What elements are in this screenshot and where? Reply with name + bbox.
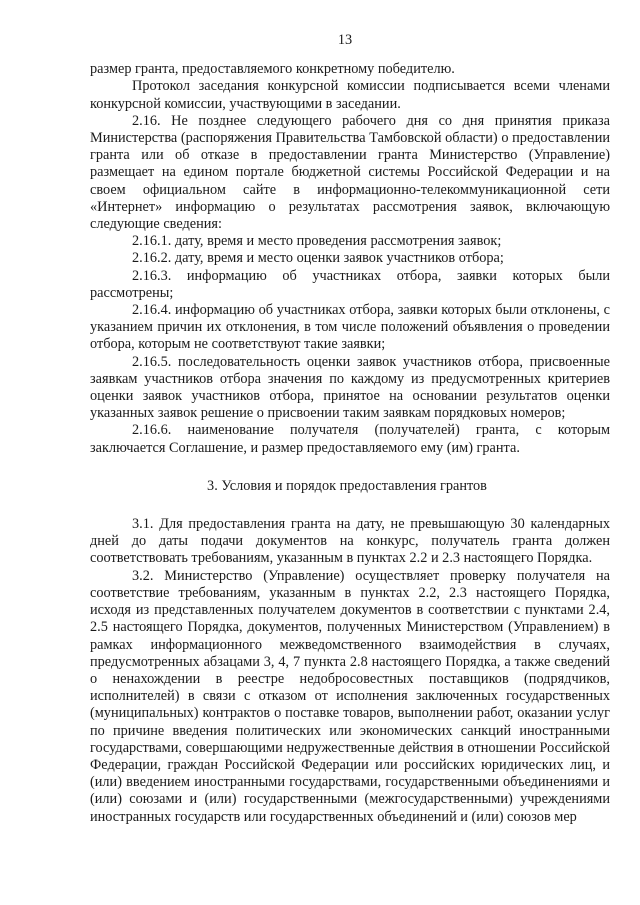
paragraph-2-16-1: 2.16.1. дату, время и место проведения рассмотрения заявок; — [132, 233, 502, 250]
paragraph-2-16-2: 2.16.2. дату, время и место оценки заявок участников отбора; — [132, 250, 504, 267]
paragraph-2-16-3: 2.16.3. информацию об участниках отбора, заявки которых были рассмотрены; — [90, 267, 610, 301]
section-3-heading: 3. Условия и порядок предоставления грантов — [207, 477, 487, 494]
paragraph-2-16-5: 2.16.5. последовательность оценки заявок участников отбора, присвоенные заявкам участников отбора значения по каждому из предусмотренных критериев оценки заявок участников отбора, принятое на основании результатов оценки указанных заявок решение о присвоении таким заявкам порядковых номеров; — [90, 353, 610, 422]
paragraph-3-2: 3.2. Министерство (Управление) осуществляет проверку получателя на соответствие требованиям, указанным в пунктах 2.2, 2.3 настоящего Порядка, исходя из представленных получателем документов в соответствии с пунктами 2.4, 2.5 настоящего Порядка, документов, полученных Министерством (Управлением) в рамках информационного межведомственного взаимодействия в случаях, предусмотренных абзацами 3, 4, 7 пункта 2.8 настоящего Порядка, а также сведений о ненахождении в реестре недобросовестных поставщиков (подрядчиков, исполнителей) в связи с отказом от исполнения заключенных государственных (муниципальных) контрактов о поставке товаров, выполнении работ, оказании услуг по причине введения политических или экономических санкций иностранными государствами, совершающими недружественные действия в отношении Российской Федерации, граждан Российской Федерации или российских юридических лиц, и (или) введением иностранными государствами, государственными объединениями и (или) союзами и (или) государственными (межгосударственными) учреждениями иностранных государств или государственных объединений и (или) союзов мер — [90, 567, 610, 825]
paragraph-3-1: 3.1. Для предоставления гранта на дату, не превышающую 30 календарных дней до даты подачи документов на конкурс, получатель гранта должен соответствовать требованиям, указанным в пунктах 2.2 и 2.3 настоящего Порядка. — [90, 516, 610, 567]
section-3 — [90, 516, 610, 826]
paragraph-protocol: Протокол заседания конкурсной комиссии подписывается всеми членами конкурсной комиссии, участвующими в заседании. — [90, 78, 610, 112]
paragraph-2-16-4: 2.16.4. информацию об участниках отбора, заявки которых были отклонены, с указанием причин их отклонения, в том числе положений объявления о проведении отбора, которым не соответствуют такие заявки; — [90, 302, 610, 353]
section-2-tail — [90, 61, 610, 457]
paragraph-prize-size: размер гранта, предоставляемого конкретному победителю. — [90, 61, 455, 78]
paragraph-2-16-6: 2.16.6. наименование получателя (получателей) гранта, с которым заключается Соглашение, и размер предоставляемого ему (им) гранта. — [90, 422, 610, 456]
paragraph-2-16: 2.16. Не позднее следующего рабочего дня со дня принятия приказа Министерства (распоряжения Правительства Тамбовской области) о предоставлении гранта или об отказе в предоставлении гранта Министерство (Управление) размещает на едином портале бюджетной системы Российской Федерации и на своем официальном сайте в информационно-телекоммуникационной сети «Интернет» информацию о результатах рассмотрения заявок, включающую следующие сведения: — [90, 112, 610, 233]
page-number: 13 — [337, 32, 353, 48]
